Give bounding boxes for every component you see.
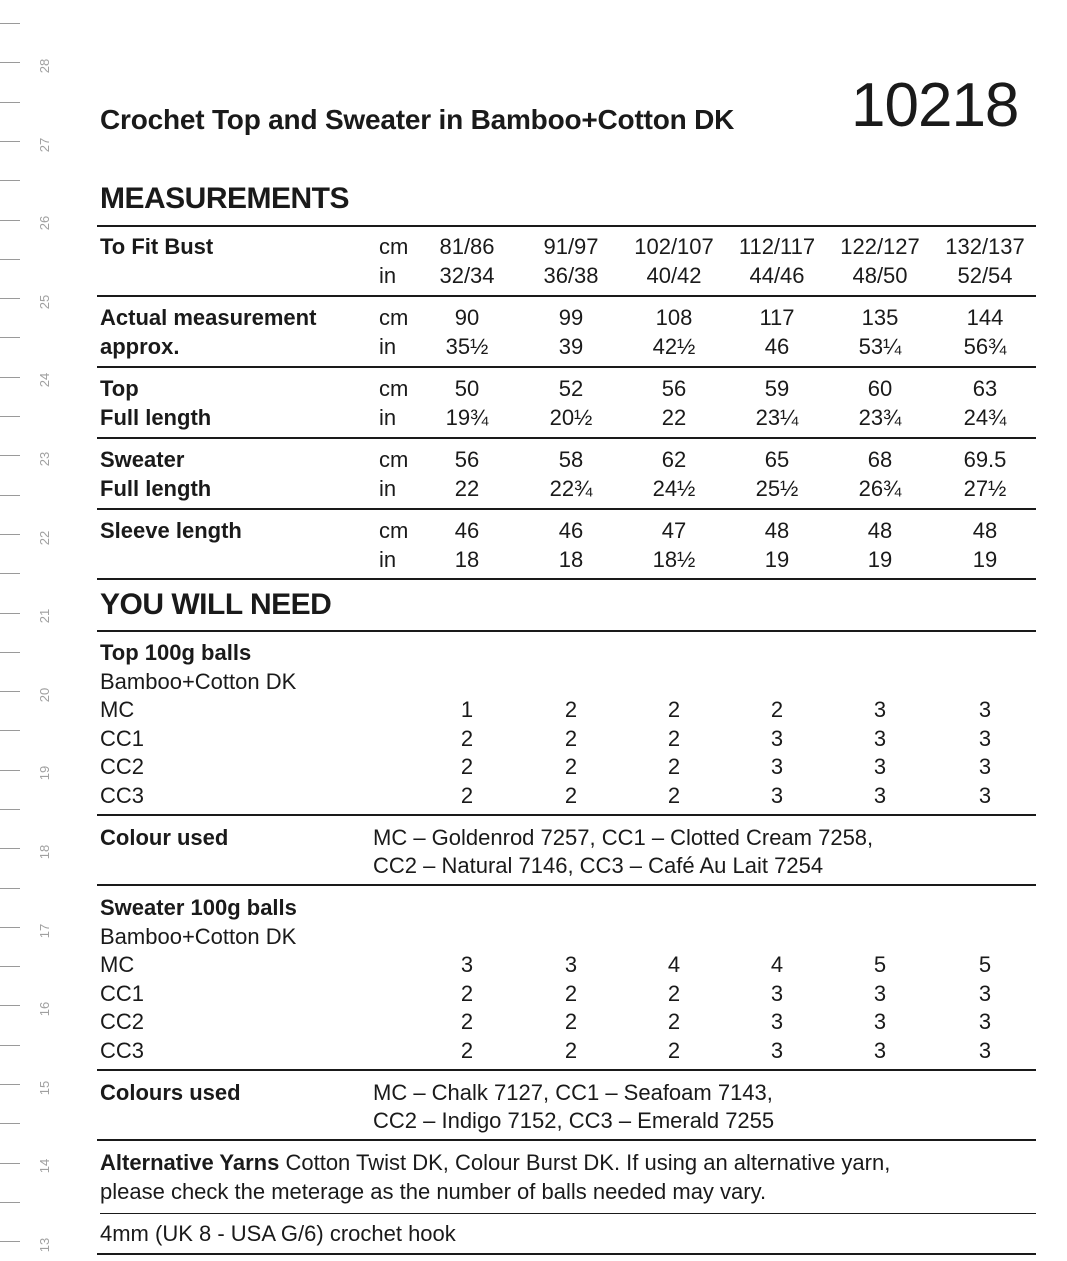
ruler-tick [0, 1084, 20, 1085]
value-cm: 68 [867, 447, 893, 472]
sweater-colour-line-2: CC2 – Indigo 7152, CC3 – Emerald 7255 [373, 1108, 775, 1133]
ruler-tick [0, 62, 20, 63]
value-in: 20½ [549, 405, 593, 430]
value-cm: 135 [861, 305, 899, 330]
ball-count-row [100, 695, 1036, 724]
ball-count: 2 [667, 782, 681, 808]
ball-count: 2 [564, 782, 578, 808]
divider [97, 578, 1036, 580]
top-yarn-label: Bamboo+Cotton DK [100, 669, 297, 694]
ball-count: 3 [770, 725, 784, 751]
ball-count: 2 [667, 754, 681, 779]
value-in: 18½ [652, 547, 696, 572]
ball-count: 3 [978, 1009, 992, 1034]
ball-count: 3 [770, 980, 784, 1006]
value-in: 18 [558, 547, 584, 572]
ruler-tick [0, 652, 20, 653]
ruler-number: 26 [37, 215, 52, 231]
ruler-tick [0, 102, 20, 103]
crochet-hook: 4mm (UK 8 - USA G/6) crochet hook [100, 1221, 456, 1246]
ruler-number: 18 [37, 844, 52, 860]
value-in: 35½ [445, 334, 489, 359]
ball-count: 2 [564, 1037, 578, 1063]
ruler-tick [0, 337, 20, 338]
ruler-tick [0, 220, 20, 221]
measurement-row [100, 261, 1036, 290]
ball-count: 2 [460, 725, 474, 751]
measurement-row [100, 303, 1036, 332]
ball-count: 2 [667, 725, 681, 751]
unit-cm: cm [379, 518, 409, 543]
ball-count: 3 [978, 1037, 992, 1063]
alternative-yarns-line-2: please check the meterage as the number of balls needed may vary. [100, 1179, 767, 1204]
ball-count: 3 [873, 1037, 887, 1063]
measurement-label: Top [100, 376, 139, 401]
measurement-row [100, 474, 1036, 503]
ball-count: 3 [873, 782, 887, 808]
ruler-number: 14 [37, 1158, 52, 1174]
value-in: 19 [764, 547, 790, 572]
value-cm: 144 [966, 305, 1004, 330]
value-in: 40/42 [646, 263, 702, 288]
measurement-label: To Fit Bust [100, 234, 214, 259]
ball-count: 2 [460, 1037, 474, 1063]
value-cm: 90 [454, 305, 480, 330]
unit-in: in [379, 405, 397, 430]
top-colour-line-2: CC2 – Natural 7146, CC3 – Café Au Lait 7254 [373, 853, 824, 878]
measurement-sublabel: Full length [100, 476, 212, 501]
value-cm: 48 [972, 518, 998, 543]
divider [97, 814, 1036, 816]
value-cm: 58 [558, 447, 584, 472]
value-in: 44/46 [749, 263, 805, 288]
value-cm: 48 [764, 518, 790, 543]
measurement-row [100, 374, 1036, 403]
ruler-number: 25 [37, 294, 52, 310]
ball-count: 2 [460, 782, 474, 808]
value-cm: 60 [867, 376, 893, 401]
colours-used-label: Colours used [100, 1080, 241, 1105]
value-cm: 99 [558, 305, 584, 330]
ruler-tick [0, 377, 20, 378]
ball-count: 2 [460, 754, 474, 779]
measurement-label: Sweater [100, 447, 185, 472]
value-in: 42½ [652, 334, 696, 359]
ruler-tick [0, 691, 20, 692]
ruler-tick [0, 416, 20, 417]
sweater-colour-line-1: MC – Chalk 7127, CC1 – Seafoam 7143, [373, 1080, 773, 1105]
ball-count: 3 [770, 1009, 784, 1034]
ruler-tick [0, 141, 20, 142]
value-cm: 112/117 [738, 234, 816, 259]
value-cm: 62 [661, 447, 687, 472]
ball-count-row [100, 1007, 1036, 1036]
ball-count: 3 [770, 782, 784, 808]
value-in: 23¼ [755, 405, 799, 430]
divider [97, 1139, 1036, 1141]
colour-code: MC [100, 697, 135, 722]
ruler-number: 24 [37, 372, 52, 388]
divider [97, 630, 1036, 632]
ball-count-row [100, 950, 1036, 979]
ball-count: 3 [873, 697, 887, 722]
ruler-tick [0, 455, 20, 456]
ball-count: 3 [873, 980, 887, 1006]
ball-count: 2 [460, 980, 474, 1006]
you-will-need-heading: YOU WILL NEED [100, 588, 332, 621]
measurement-row [100, 445, 1036, 474]
ruler [0, 0, 60, 1261]
value-in: 19 [972, 547, 998, 572]
ruler-number: 19 [37, 765, 52, 781]
ruler-tick [0, 613, 20, 614]
value-in: 24¾ [963, 405, 1007, 430]
ruler-tick [0, 730, 20, 731]
ball-count: 3 [564, 952, 578, 977]
unit-in: in [379, 334, 397, 359]
ball-count: 1 [460, 697, 474, 722]
value-cm: 91/97 [543, 234, 599, 259]
value-cm: 48 [867, 518, 893, 543]
unit-in: in [379, 547, 397, 572]
ball-count: 5 [978, 952, 992, 977]
ruler-tick [0, 966, 20, 967]
unit-cm: cm [379, 376, 409, 401]
ruler-tick [0, 1005, 20, 1006]
value-in: 52/54 [957, 263, 1013, 288]
value-cm: 81/86 [439, 234, 495, 259]
ruler-number: 17 [37, 923, 52, 939]
ball-count: 4 [770, 952, 784, 977]
ruler-tick [0, 1045, 20, 1046]
ball-count: 3 [978, 697, 992, 722]
divider [97, 366, 1036, 368]
value-in: 25½ [755, 476, 799, 501]
ruler-tick [0, 534, 20, 535]
value-cm: 59 [764, 376, 790, 401]
ball-count: 2 [667, 697, 681, 722]
value-in: 27½ [963, 476, 1007, 501]
ruler-tick [0, 770, 20, 771]
measurement-row [100, 403, 1036, 432]
ruler-number: 21 [37, 608, 52, 624]
value-in: 22 [661, 405, 687, 430]
value-cm: 117 [759, 305, 795, 330]
ruler-tick [0, 23, 20, 24]
ruler-number: 13 [37, 1237, 52, 1253]
ruler-tick [0, 927, 20, 928]
value-in: 32/34 [439, 263, 495, 288]
ruler-number: 22 [37, 530, 52, 546]
ruler-number: 15 [37, 1080, 52, 1096]
pattern-number: 10218 [851, 71, 1019, 140]
value-in: 19 [867, 547, 893, 572]
ruler-number: 20 [37, 687, 52, 703]
top-balls-heading [100, 638, 1036, 667]
pattern-title: Crochet Top and Sweater in Bamboo+Cotton DK [100, 104, 735, 135]
ball-count-row [100, 979, 1036, 1008]
value-in: 53¼ [858, 334, 902, 359]
ruler-tick [0, 1202, 20, 1203]
divider [97, 437, 1036, 439]
ball-count: 2 [564, 725, 578, 751]
ball-count: 2 [564, 980, 578, 1006]
value-in: 48/50 [852, 263, 908, 288]
value-cm: 132/137 [945, 234, 1025, 259]
ball-count: 4 [667, 952, 681, 977]
ruler-number: 27 [37, 137, 52, 153]
divider [100, 1213, 1036, 1214]
value-in: 23¾ [858, 405, 902, 430]
colour-used-label: Colour used [100, 825, 229, 850]
ball-count: 5 [873, 952, 887, 977]
divider [97, 884, 1036, 886]
unit-cm: cm [379, 447, 409, 472]
unit-cm: cm [379, 305, 409, 330]
measurement-row [100, 332, 1036, 361]
alternative-yarns-label: Alternative Yarns [100, 1150, 280, 1175]
unit-cm: cm [379, 234, 409, 259]
value-in: 26¾ [858, 476, 902, 501]
ball-count: 3 [873, 725, 887, 751]
value-cm: 63 [972, 376, 998, 401]
ball-count-row [100, 1036, 1036, 1065]
ball-count: 2 [667, 1037, 681, 1063]
sweater-yarn-name [100, 922, 1036, 951]
measurements-heading: MEASUREMENTS [100, 182, 350, 215]
colour-code: CC1 [100, 980, 145, 1006]
measurement-row [100, 516, 1036, 545]
ruler-tick [0, 888, 20, 889]
ball-count: 3 [978, 782, 992, 808]
ball-count: 3 [873, 754, 887, 779]
measurement-sublabel: approx. [100, 334, 180, 359]
ball-count: 2 [460, 1009, 474, 1034]
top-yarn-name [100, 667, 1036, 696]
value-cm: 65 [764, 447, 790, 472]
alternative-yarns-text: Cotton Twist DK, Colour Burst DK. If using an alternative yarn, [279, 1150, 891, 1175]
divider [97, 1253, 1036, 1255]
colour-code: CC2 [100, 754, 145, 779]
ruler-tick [0, 298, 20, 299]
ball-count: 2 [667, 1009, 681, 1034]
ball-count: 3 [978, 980, 992, 1006]
unit-in: in [379, 476, 397, 501]
ruler-tick [0, 848, 20, 849]
divider [97, 1069, 1036, 1071]
ball-count: 3 [460, 952, 474, 977]
top-colour-line-1: MC – Goldenrod 7257, CC1 – Clotted Cream 7258, [373, 825, 874, 850]
ball-count-row [100, 752, 1036, 781]
colour-code: CC3 [100, 1037, 145, 1063]
ball-count: 2 [564, 697, 578, 722]
value-cm: 122/127 [840, 234, 920, 259]
ruler-tick [0, 1163, 20, 1164]
value-cm: 47 [661, 518, 687, 543]
ball-count: 2 [770, 697, 784, 722]
value-cm: 69.5 [963, 447, 1007, 472]
ruler-tick [0, 259, 20, 260]
measurement-row [100, 545, 1036, 574]
colour-code: CC2 [100, 1009, 145, 1034]
colour-code: MC [100, 952, 135, 977]
ruler-tick [0, 495, 20, 496]
unit-in: in [379, 263, 397, 288]
value-cm: 102/107 [634, 234, 714, 259]
value-cm: 56 [454, 447, 480, 472]
value-in: 24½ [652, 476, 696, 501]
ball-count: 3 [873, 1009, 887, 1034]
ball-count: 3 [978, 754, 992, 779]
sweater-balls-label: Sweater 100g balls [100, 895, 297, 920]
value-in: 56¾ [963, 334, 1007, 359]
value-in: 46 [764, 334, 790, 359]
value-in: 39 [558, 334, 584, 359]
measurement-label: Actual measurement [100, 305, 317, 330]
value-cm: 52 [558, 376, 584, 401]
ball-count: 3 [978, 725, 992, 751]
alternative-yarns-line-1 [100, 1148, 890, 1177]
divider [97, 508, 1036, 510]
colour-code: CC1 [100, 725, 145, 751]
value-in: 36/38 [543, 263, 599, 288]
value-cm: 56 [661, 376, 687, 401]
sweater-balls-heading [100, 893, 1036, 922]
value-cm: 108 [655, 305, 693, 330]
ball-count: 2 [564, 754, 578, 779]
ruler-tick [0, 809, 20, 810]
ruler-tick [0, 180, 20, 181]
ruler-tick [0, 573, 20, 574]
value-in: 22 [454, 476, 480, 501]
measurement-label: Sleeve length [100, 518, 242, 543]
ball-count: 3 [770, 754, 784, 779]
divider [97, 295, 1036, 297]
value-in: 19¾ [445, 405, 489, 430]
top-balls-label: Top 100g balls [100, 640, 252, 665]
ball-count: 2 [564, 1009, 578, 1034]
value-in: 18 [454, 547, 480, 572]
measurement-sublabel: Full length [100, 405, 212, 430]
value-cm: 50 [454, 376, 480, 401]
ball-count: 3 [770, 1037, 784, 1063]
ruler-number: 28 [37, 58, 52, 74]
ball-count-row [100, 724, 1036, 753]
ruler-tick [0, 1241, 20, 1242]
ruler-number: 23 [37, 451, 52, 467]
ruler-number: 16 [37, 1001, 52, 1017]
value-cm: 46 [558, 518, 584, 543]
value-cm: 46 [454, 518, 480, 543]
ball-count: 2 [667, 980, 681, 1006]
value-in: 22¾ [549, 476, 593, 501]
divider [97, 225, 1036, 227]
colour-code: CC3 [100, 782, 145, 808]
ruler-tick [0, 1123, 20, 1124]
ball-count-row [100, 781, 1036, 810]
sweater-yarn-label: Bamboo+Cotton DK [100, 924, 297, 949]
measurement-row [100, 232, 1036, 261]
